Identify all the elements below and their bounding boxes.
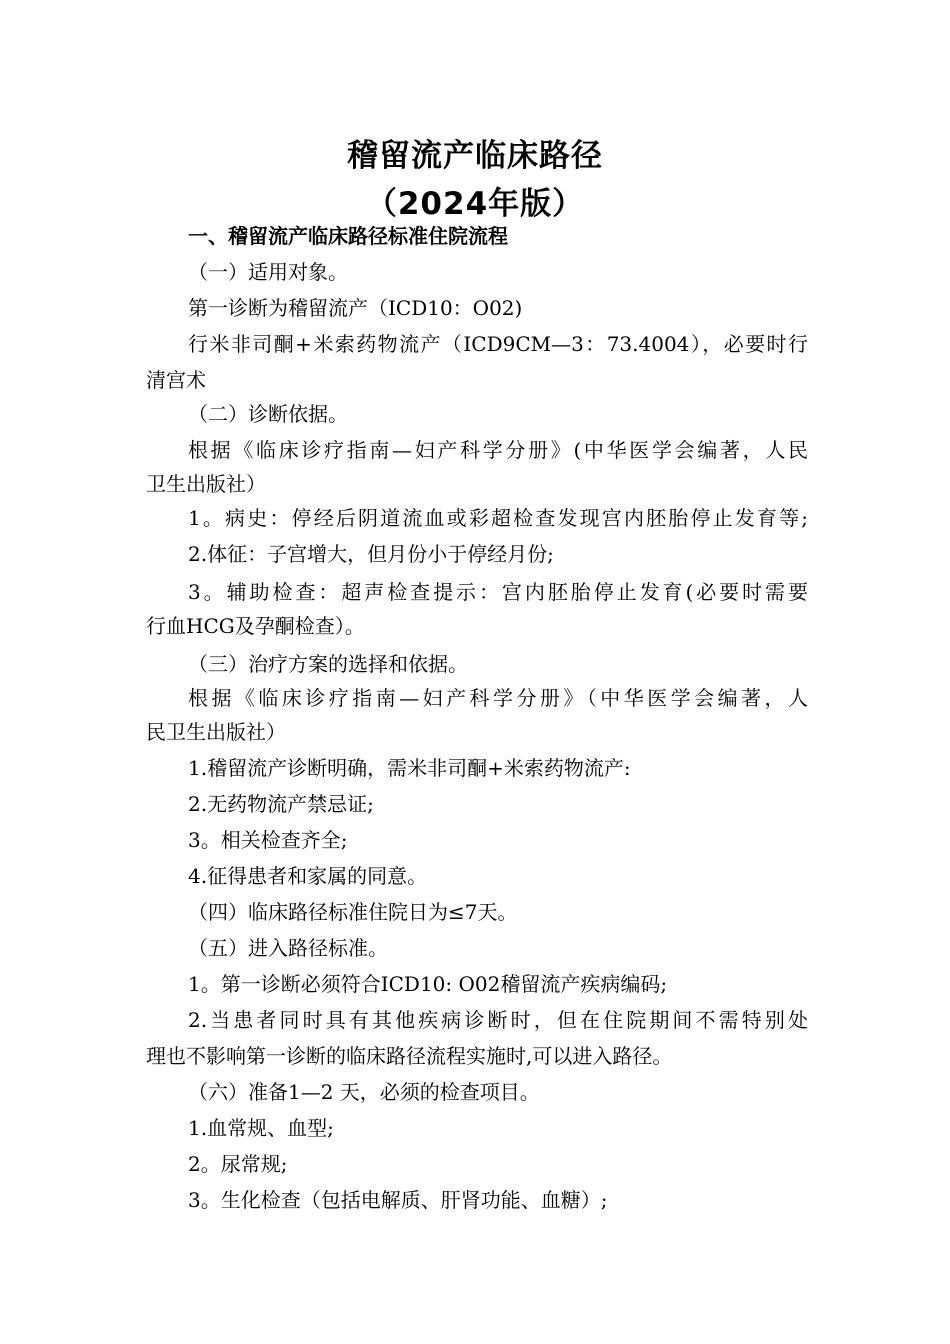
- paragraph-line: 1。病史：停经后阴道流血或彩超检查发现宫内胚胎停止发育等;: [188, 506, 808, 530]
- subsection-heading: （六）准备1—2 天，必须的检查项目。: [188, 1080, 540, 1104]
- document-title: 稽留流产临床路径: [347, 138, 603, 174]
- paragraph-line: 1.血常规、血型;: [188, 1116, 334, 1140]
- paragraph-line: 2.体征：子宫增大，但月份小于停经月份;: [188, 542, 554, 566]
- paragraph-line: 理也不影响第一诊断的临床路径流程实施时,可以进入路径。: [146, 1044, 673, 1068]
- paragraph-line: 2.当患者同时具有其他疾病诊断时，但在住院期间不需特别处: [188, 1008, 808, 1032]
- paragraph-line: 1。第一诊断必须符合ICD10: O02稽留流产疾病编码;: [188, 972, 668, 996]
- paragraph-line: 3。相关检查齐全;: [188, 828, 348, 852]
- paragraph-line: 根据《临床诊疗指南—妇产科学分册》(中华医学会编著，人民: [188, 438, 808, 462]
- subsection-heading: （四）临床路径标准住院日为≤7天。: [188, 900, 518, 924]
- subsection-heading: （三）治疗方案的选择和依据。: [188, 652, 468, 676]
- paragraph-line: 4.征得患者和家属的同意。: [188, 864, 428, 888]
- document-subtitle: （2024年版）: [365, 186, 585, 222]
- paragraph-line: 行米非司酮+米索药物流产（ICD9CM—3：73.4004），必要时行: [188, 332, 808, 356]
- subsection-heading: （五）进入路径标准。: [188, 936, 388, 960]
- paragraph-line: 行血HCG及孕酮检查）。: [146, 614, 365, 638]
- paragraph-line: 2。尿常规;: [188, 1152, 288, 1176]
- subsection-heading: （二）诊断依据。: [188, 402, 348, 426]
- paragraph-line: 清宫术: [146, 368, 206, 392]
- paragraph-line: 1.稽留流产诊断明确，需米非司酮+米索药物流产:: [188, 756, 631, 780]
- paragraph-line: 3。生化检查（包括电解质、肝肾功能、血糖）;: [188, 1188, 608, 1212]
- paragraph-line: 民卫生出版社）: [146, 720, 286, 744]
- paragraph-line: 根据《临床诊疗指南—妇产科学分册》（中华医学会编著，人: [188, 686, 808, 710]
- paragraph-line: 卫生出版社）: [146, 472, 266, 496]
- paragraph-line: 第一诊断为稽留流产（ICD10：O02): [188, 296, 523, 320]
- paragraph-line: 3。辅助检查：超声检查提示：宫内胚胎停止发育(必要时需要: [188, 580, 808, 604]
- section-heading: 一、稽留流产临床路径标准住院流程: [188, 224, 508, 248]
- subsection-heading: （一）适用对象。: [188, 260, 348, 284]
- paragraph-line: 2.无药物流产禁忌证;: [188, 792, 374, 816]
